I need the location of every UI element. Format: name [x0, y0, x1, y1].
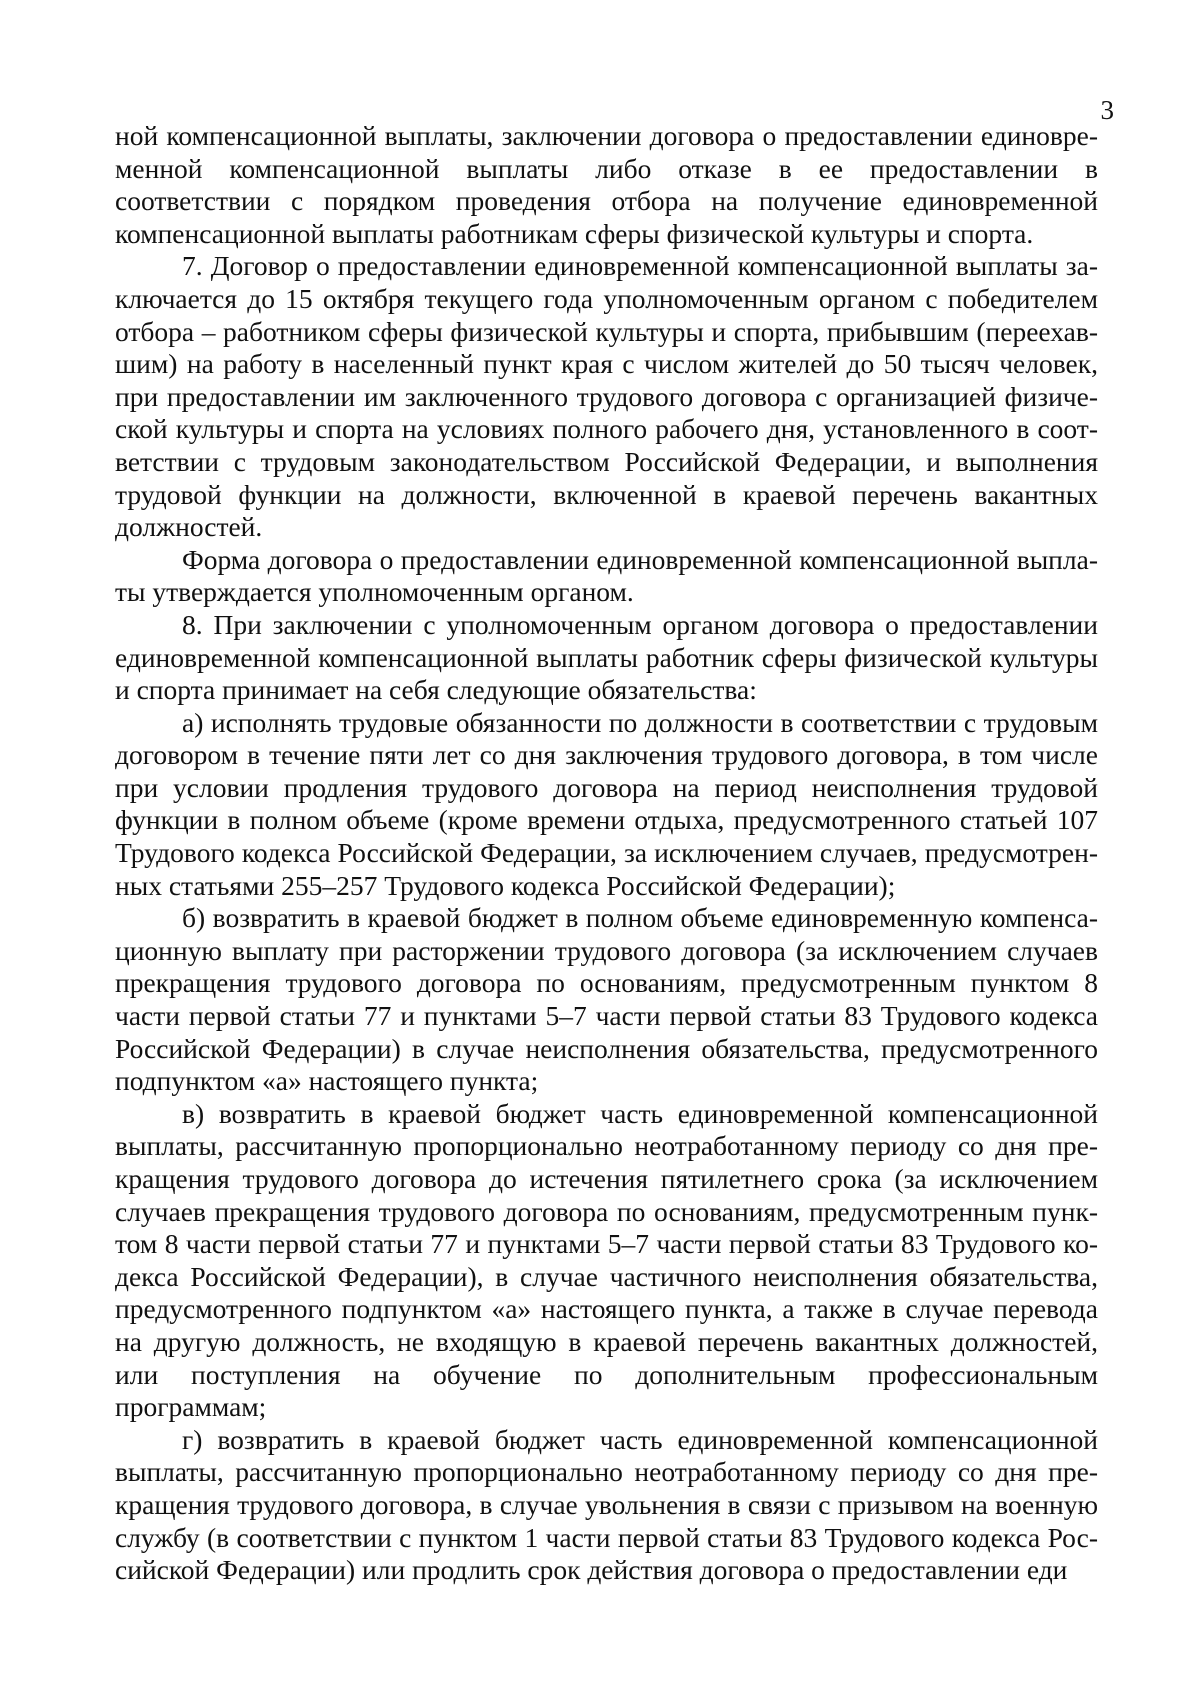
page-number: 3 — [1100, 95, 1114, 125]
paragraph-contract-form: Форма договора о предоставлении единовременной компенсационной выплаты утверждается уполномоченным органом. — [115, 543, 1098, 608]
document-body — [115, 120, 1098, 1587]
paragraph-subitem-g: г) возвратить в краевой бюджет часть единовременной компенсационной выплаты, рассчитанную пропорционально неотработанному периоду со дня прекращения трудового договора, в случае увольнения в связи с призывом на военную службу (в соответствии с пунктом 1 части первой статьи 83 Трудового кодекса Российской Федерации) или продлить срок действия договора о предоставлении еди — [115, 1423, 1098, 1586]
paragraph-item-8: 8. При заключении с уполномоченным органом договора о предоставлении единовременной компенсационной выплаты работник сферы физической культуры и спорта принимает на себя следующие обязательства: — [115, 608, 1098, 706]
paragraph-subitem-b: б) возвратить в краевой бюджет в полном объеме единовременную компенсационную выплату при расторжении трудового договора (за исключением случаев прекращения трудового договора по основаниям, предусмотренным пунктом 8 части первой статьи 77 и пунктами 5–7 части первой статьи 83 Трудового кодекса Российской Федерации) в случае неисполнения обязательства, предусмотренного подпунктом «а» настоящего пункта; — [115, 902, 1098, 1097]
paragraph-subitem-v: в) возвратить в краевой бюджет часть единовременной компенсационной выплаты, рассчитанную пропорционально неотработанному периоду со дня прекращения трудового договора до истечения пятилетнего срока (за исключением случаев прекращения трудового договора по основаниям, предусмотренным пунктом 8 части первой статьи 77 и пунктами 5–7 части первой статьи 83 Трудового кодекса Российской Федерации), в случае частичного неисполнения обязательства, предусмотренного подпунктом «а» настоящего пункта, а также в случае перевода на другую должность, не входящую в краевой перечень вакантных должностей, или поступления на обучение по дополнительным профессиональным программам; — [115, 1097, 1098, 1423]
paragraph-continuation: ной компенсационной выплаты, заключении договора о предоставлении единовременной компенсационной выплаты либо отказе в ее предоставлении в соответствии с порядком проведения отбора на получение единовременной компенсационной выплаты работникам сферы физической культуры и спорта. — [115, 120, 1098, 249]
paragraph-subitem-a: а) исполнять трудовые обязанности по должности в соответствии с трудовым договором в течение пяти лет со дня заключения трудового договора, в том числе при условии продления трудового договора на период неисполнения трудовой функции в полном объеме (кроме времени отдыха, предусмотренного статьей 107 Трудового кодекса Российской Федерации, за исключением случаев, предусмотренных статьями 255–257 Трудового кодекса Российской Федерации); — [115, 706, 1098, 901]
paragraph-item-7: 7. Договор о предоставлении единовременной компенсационной выплаты заключается до 15 октября текущего года уполномоченным органом с победителем отбора – работником сферы физической культуры и спорта, прибывшим (переехавшим) на работу в населенный пункт края с числом жителей до 50 тысяч человек, при предоставлении им заключенного трудового договора с организацией физической культуры и спорта на условиях полного рабочего дня, установленного в соответствии с трудовым законодательством Российской Федерации, и выполнения трудовой функции на должности, включенной в краевой перечень вакантных должностей. — [115, 250, 1098, 543]
